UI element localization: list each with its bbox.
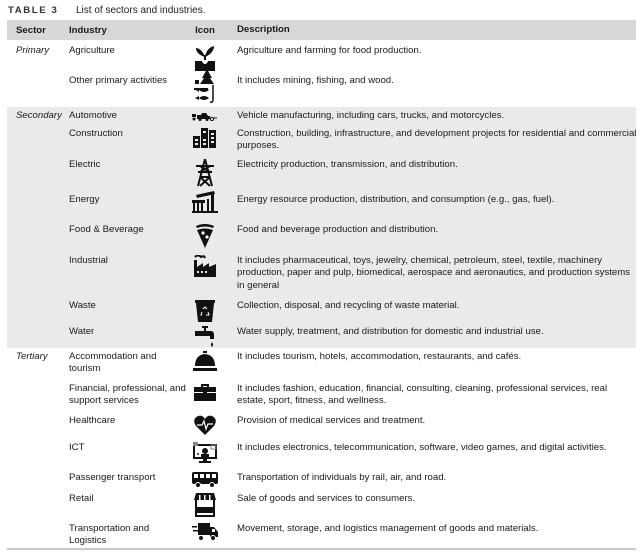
industry-description: Vehicle manufacturing, including cars, trucks, and motorcycles. xyxy=(237,110,505,121)
section-primary xyxy=(7,40,636,107)
pizza-slice-icon xyxy=(191,224,219,248)
industry-name: ICT xyxy=(69,442,85,453)
industry-description: Energy resource production, distribution, and consumption (e.g., gas, fuel). xyxy=(237,194,555,205)
table-header xyxy=(7,20,636,40)
industry-description: Movement, storage, and logistics management of goods and materials. xyxy=(237,523,539,534)
sectors-table xyxy=(7,20,636,550)
industry-name: Other primary activities xyxy=(69,75,168,86)
delivery-truck-icon xyxy=(191,523,219,541)
industry-description: Provision of medical services and treatment. xyxy=(237,415,426,426)
industry-description: Collection, disposal, and recycling of waste material. xyxy=(237,300,460,311)
oil-pump-icon xyxy=(191,191,219,213)
industry-description: Electricity production, transmission, and distribution. xyxy=(237,159,458,170)
sprout-icon xyxy=(191,45,219,71)
industry-name: Healthcare xyxy=(69,415,116,426)
sector-label: Tertiary xyxy=(16,351,48,362)
industry-name: Transportation and Logistics xyxy=(69,523,150,547)
buildings-icon xyxy=(191,126,219,148)
industry-description: It includes electronics, telecommunication, software, video games, and digital activities. xyxy=(237,442,607,453)
industry-name: Passenger transport xyxy=(69,472,156,483)
power-tower-icon xyxy=(191,159,219,187)
table-number: TABLE 3 xyxy=(8,4,59,16)
table-title: List of sectors and industries. xyxy=(76,4,206,16)
computer-monitor-icon xyxy=(191,442,219,464)
sector-label: Primary xyxy=(16,45,50,56)
industry-name: Construction xyxy=(69,128,123,139)
industry-description: Construction, building, infrastructure, and development projects for residential and commercial purposes. xyxy=(237,128,637,152)
industry-name: Water xyxy=(69,326,95,337)
industry-description: It includes mining, fishing, and wood. xyxy=(237,75,394,86)
factory-icon xyxy=(191,255,219,277)
industry-description: It includes tourism, hotels, accommodation, restaurants, and cafés. xyxy=(237,351,522,362)
industry-name: Retail xyxy=(69,493,94,504)
briefcase-icon xyxy=(191,383,219,401)
industry-description: It includes pharmaceutical, toys, jewelry, chemical, petroleum, steel, textile, machinery production, paper and pulp, biomedical, aerospace and aeronautics, and production systems in general xyxy=(237,255,631,291)
recycle-bin-icon xyxy=(191,300,219,322)
industry-name: Electric xyxy=(69,159,101,170)
section-secondary xyxy=(7,107,636,348)
heart-pulse-icon xyxy=(191,415,219,435)
bus-icon xyxy=(191,472,219,488)
industry-name: Agriculture xyxy=(69,45,115,56)
industry-name: Energy xyxy=(69,194,100,205)
industry-description: Water supply, treatment, and distribution for domestic and industrial use. xyxy=(237,326,544,337)
industry-name: Automotive xyxy=(69,110,117,121)
water-tap-icon xyxy=(191,326,219,350)
industry-name: Financial, professional, and support services xyxy=(69,383,186,407)
industry-name: Food & Beverage xyxy=(69,224,144,235)
table-caption xyxy=(8,3,206,17)
header-sector: Sector xyxy=(16,24,46,36)
header-icon: Icon xyxy=(195,24,215,36)
industry-description: Transportation of individuals by rail, air, and road. xyxy=(237,472,447,483)
industry-name: Industrial xyxy=(69,255,108,266)
sector-label: Secondary xyxy=(16,110,62,121)
industry-description: It includes fashion, education, financial, consulting, cleaning, professional services, real estate, sport, fitness, and wellness. xyxy=(237,383,608,407)
header-description: Description xyxy=(237,23,290,35)
section-tertiary xyxy=(7,348,636,550)
industry-name: Waste xyxy=(69,300,96,311)
industry-description: Sale of goods and services to consumers. xyxy=(237,493,416,504)
industry-description: Agriculture and farming for food production. xyxy=(237,45,422,56)
shop-icon xyxy=(191,493,219,517)
header-industry: Industry xyxy=(69,24,107,36)
service-bell-icon xyxy=(191,351,219,371)
industry-description: Food and beverage production and distribution. xyxy=(237,224,439,235)
mining-fishing-icon xyxy=(191,69,219,105)
industry-name: Accommodation and tourism xyxy=(69,351,157,375)
vehicles-icon xyxy=(191,113,219,121)
